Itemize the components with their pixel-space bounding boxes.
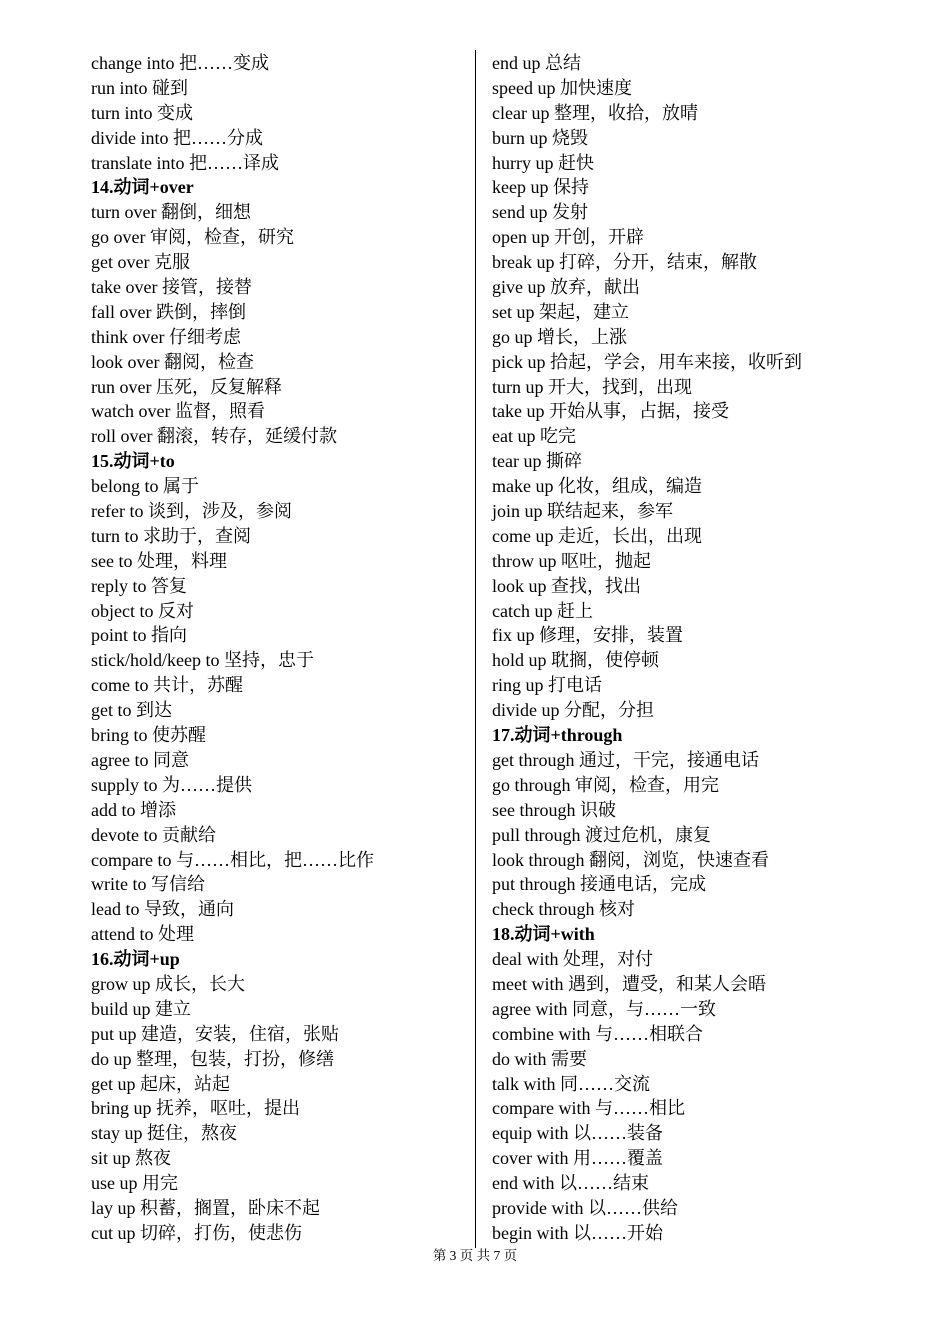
phrase-entry: run over 压死，反复解释 <box>91 376 282 397</box>
phrase-entry: turn to 求助于，查阅 <box>91 525 251 546</box>
phrase-entry: break up 打碎，分开，结束，解散 <box>492 252 757 273</box>
phrase-entry: tear up 撕碎 <box>492 451 582 472</box>
phrase-entry: put up 建造，安装，住宿，张贴 <box>91 1023 339 1044</box>
phrase-entry: join up 联结起来，参军 <box>492 501 674 522</box>
phrase-entry: begin with 以……开始 <box>492 1222 663 1243</box>
phrase-entry: translate into 把……译成 <box>91 152 279 173</box>
phrase-entry: make up 化妆，组成，编造 <box>492 476 702 497</box>
phrase-entry: cut up 切碎，打伤，使悲伤 <box>91 1222 302 1243</box>
phrase-entry: deal with 处理，对付 <box>492 949 653 970</box>
phrase-entry: get through 通过，干完，接通电话 <box>492 749 759 770</box>
phrase-entry: speed up 加快速度 <box>492 77 632 98</box>
phrase-entry: run into 碰到 <box>91 77 188 98</box>
phrase-entry: use up 用完 <box>91 1173 178 1194</box>
phrase-entry: meet with 遇到，遭受，和某人会晤 <box>492 973 766 994</box>
phrase-entry: look through 翻阅，浏览，快速查看 <box>492 849 769 870</box>
phrase-entry: think over 仔细考虑 <box>91 326 241 347</box>
phrase-entry: take over 接管，接替 <box>91 277 252 298</box>
phrase-entry: get up 起床，站起 <box>91 1073 230 1094</box>
phrase-entry: bring to 使苏醒 <box>91 725 206 746</box>
phrase-entry: equip with 以……装备 <box>492 1123 663 1144</box>
phrase-entry: refer to 谈到，涉及，参阅 <box>91 501 292 522</box>
phrase-entry: point to 指向 <box>91 625 188 646</box>
phrase-entry: look over 翻阅，检查 <box>91 351 254 372</box>
phrase-entry: divide up 分配，分担 <box>492 700 654 721</box>
column-divider <box>475 50 476 1248</box>
section-heading: 15.动词+to <box>91 451 175 472</box>
phrase-entry: turn over 翻倒，细想 <box>91 202 251 223</box>
phrase-entry: add to 增添 <box>91 799 176 820</box>
phrase-entry: give up 放弃，献出 <box>492 277 640 298</box>
phrase-entry: build up 建立 <box>91 998 192 1019</box>
phrase-entry: go up 增长，上涨 <box>492 326 627 347</box>
phrase-entry: get over 克服 <box>91 252 190 273</box>
phrase-entry: put through 接通电话，完成 <box>492 874 706 895</box>
phrase-entry: go over 审阅，检查，研究 <box>91 227 294 248</box>
phrase-entry: turn up 开大，找到，出现 <box>492 376 692 397</box>
left-column <box>91 51 471 1246</box>
phrase-entry: turn into 变成 <box>91 102 193 123</box>
phrase-entry: come up 走近，长出，出现 <box>492 525 702 546</box>
phrase-entry: provide with 以……供给 <box>492 1197 678 1218</box>
phrase-entry: compare to 与……相比，把……比作 <box>91 849 374 870</box>
phrase-entry: see through 识破 <box>492 799 616 820</box>
phrase-entry: reply to 答复 <box>91 575 187 596</box>
phrase-entry: talk with 同……交流 <box>492 1073 650 1094</box>
phrase-entry: devote to 贡献给 <box>91 824 216 845</box>
phrase-entry: grow up 成长，长大 <box>91 973 245 994</box>
phrase-entry: take up 开始从事，占据，接受 <box>492 401 729 422</box>
right-column <box>492 51 932 1246</box>
phrase-entry: compare with 与……相比 <box>492 1098 685 1119</box>
phrase-entry: bring up 抚养，呕吐，提出 <box>91 1098 300 1119</box>
phrase-entry: lay up 积蓄，搁置，卧床不起 <box>91 1197 320 1218</box>
phrase-entry: roll over 翻滚，转存，延缓付款 <box>91 426 337 447</box>
phrase-entry: divide into 把……分成 <box>91 127 263 148</box>
phrase-entry: supply to 为……提供 <box>91 774 253 795</box>
phrase-entry: pull through 渡过危机，康复 <box>492 824 711 845</box>
section-heading: 18.动词+with <box>492 924 595 945</box>
phrase-entry: see to 处理，料理 <box>91 550 227 571</box>
phrase-entry: do up 整理，包装，打扮，修缮 <box>91 1048 334 1069</box>
phrase-entry: do with 需要 <box>492 1048 588 1069</box>
phrase-entry: write to 写信给 <box>91 874 205 895</box>
phrase-entry: end with 以……结束 <box>492 1173 649 1194</box>
phrase-entry: hold up 耽搁，使停顿 <box>492 650 660 671</box>
section-heading: 16.动词+up <box>91 949 180 970</box>
phrase-entry: belong to 属于 <box>91 476 199 497</box>
phrase-entry: watch over 监督，照看 <box>91 401 265 422</box>
phrase-entry: fix up 修理，安排，装置 <box>492 625 683 646</box>
phrase-entry: hurry up 赶快 <box>492 152 594 173</box>
phrase-entry: object to 反对 <box>91 600 194 621</box>
phrase-entry: check through 核对 <box>492 899 635 920</box>
phrase-entry: combine with 与……相联合 <box>492 1023 703 1044</box>
phrase-entry: go through 审阅，检查，用完 <box>492 774 719 795</box>
phrase-entry: look up 查找，找出 <box>492 575 642 596</box>
phrase-entry: ring up 打电话 <box>492 675 602 696</box>
phrase-entry: lead to 导致，通向 <box>91 899 234 920</box>
section-heading: 17.动词+through <box>492 725 623 746</box>
phrase-entry: end up 总结 <box>492 53 581 73</box>
phrase-entry: clear up 整理，收拾，放晴 <box>492 102 698 123</box>
page-footer: 第 3 页 共 7 页 <box>432 1248 518 1263</box>
phrase-entry: get to 到达 <box>91 700 172 721</box>
phrase-entry: throw up 呕吐，抛起 <box>492 550 651 571</box>
phrase-entry: change into 把……变成 <box>91 53 269 73</box>
phrase-entry: come to 共计，苏醒 <box>91 675 243 696</box>
section-heading: 14.动词+over <box>91 177 194 198</box>
phrase-entry: sit up 熬夜 <box>91 1148 172 1169</box>
phrase-entry: eat up 吃完 <box>492 426 576 447</box>
phrase-entry: burn up 烧毁 <box>492 127 588 148</box>
phrase-entry: attend to 处理 <box>91 924 194 945</box>
phrase-entry: open up 开创，开辟 <box>492 227 644 248</box>
phrase-entry: pick up 拾起，学会，用车来接，收听到 <box>492 351 802 372</box>
phrase-entry: agree to 同意 <box>91 749 189 770</box>
phrase-entry: send up 发射 <box>492 202 588 223</box>
phrase-entry: agree with 同意，与……一致 <box>492 998 716 1019</box>
phrase-entry: stick/hold/keep to 坚持，忠于 <box>91 650 314 671</box>
phrase-entry: set up 架起，建立 <box>492 301 629 322</box>
phrase-entry: cover with 用……覆盖 <box>492 1148 663 1169</box>
phrase-entry: catch up 赶上 <box>492 600 593 621</box>
phrase-entry: stay up 挺住，熬夜 <box>91 1123 237 1144</box>
phrase-entry: keep up 保持 <box>492 177 589 198</box>
phrase-entry: fall over 跌倒，摔倒 <box>91 301 246 322</box>
